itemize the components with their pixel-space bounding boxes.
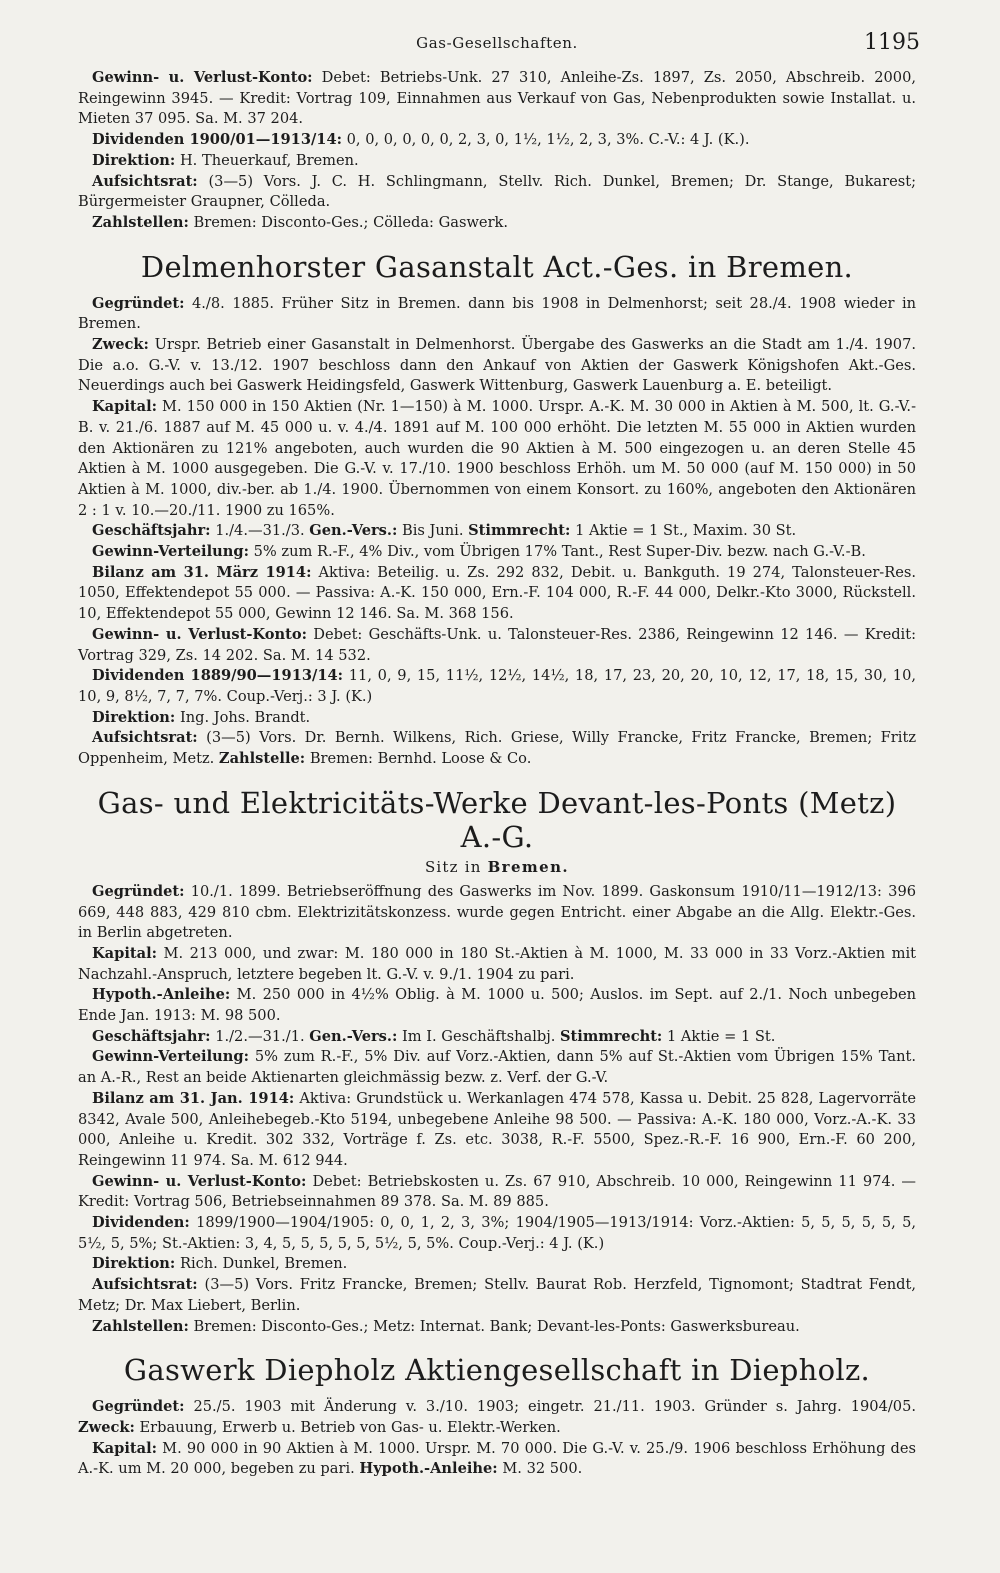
text: 11, 0, 9, 15, 11½, 12½, 14½, 18, 17, 23, 20, 20, 10, 12, 17, 18, 15, 30, 10, 10, 9, 8½, 7, 7, 7%. Coup.-Verj.: 3 J. (K.) bbox=[78, 667, 917, 705]
label: Gegründet: bbox=[92, 1398, 185, 1416]
paragraph-geschaeftsjahr bbox=[78, 1027, 916, 1048]
entry-continued bbox=[78, 68, 916, 234]
label: Dividenden: bbox=[92, 1214, 190, 1232]
label: Stimmrecht: bbox=[560, 1027, 663, 1045]
text: M. 250 000 in 4½% Oblig. à M. 1000 u. 500; Auslos. im Sept. auf 2./1. Noch unbegeben Ende Jan. 1913: M. 98 500. bbox=[78, 986, 916, 1025]
label: Direktion: bbox=[92, 708, 176, 726]
label: Geschäftsjahr: bbox=[92, 1027, 211, 1045]
paragraph-kapital bbox=[78, 397, 916, 521]
text: Ing. Johs. Brandt. bbox=[179, 708, 311, 726]
label: Bilanz am 31. Jan. 1914: bbox=[92, 1089, 295, 1107]
label: Zahlstelle: bbox=[218, 750, 306, 768]
page-number: 1195 bbox=[864, 30, 920, 55]
paragraph-gewinn-verteilung bbox=[78, 1047, 916, 1088]
text: Bremen: Bernhd. Loose & Co. bbox=[309, 750, 532, 768]
paragraph-dividenden bbox=[78, 666, 916, 707]
text: 4./8. 1885. Früher Sitz in Bremen. dann bis 1908 in Delmenhorst; seit 28./4. 1908 wieder in Bremen. bbox=[78, 294, 917, 333]
text: Urspr. Betrieb einer Gasanstalt in Delmenhorst. Übergabe des Gaswerks an die Stadt am 1./4. 1907. Die a.o. G.-V. v. 13./12. 1907 beschloss dann den Ankauf von Aktien der Gaswerk Königshofen Akt.-Ges. Neuerdings auch bei Gaswerk Heidingsfeld, Gaswerk Wittenburg, Gaswerk Lauenburg a. E. beteiligt. bbox=[78, 336, 916, 395]
company-title: Gas- und Elektricitäts-Werke Devant-les-Ponts (Metz) A.-G. bbox=[97, 785, 897, 854]
label: Aufsichtsrat: bbox=[92, 1276, 198, 1294]
text: Erbauung, Erwerb u. Betrieb von Gas- u. Elektr.-Werken. bbox=[139, 1418, 561, 1436]
paragraph-zahlstellen bbox=[78, 213, 916, 234]
text: 1899/1900—1904/1905: 0, 0, 1, 2, 3, 3%; 1904/1905—1913/1914: Vorz.-Aktien: 5, 5, 5, 5, 5, 5, 5½, 5, 5%; St.-Aktien: 3, 4, 5, 5, 5, 5, 5, 5½, 5, 5%. Coup.-Verj.: 4 J. (K.) bbox=[78, 1214, 917, 1252]
label: Bilanz am 31. März 1914: bbox=[92, 563, 312, 581]
paragraph-aufsichtsrat bbox=[78, 172, 916, 213]
paragraph-aufsichtsrat bbox=[78, 1275, 916, 1316]
label: Gewinn- u. Verlust-Konto: bbox=[92, 69, 313, 86]
label: Dividenden 1900/01—1913/14: bbox=[92, 131, 342, 149]
paragraph-gegruendet bbox=[78, 1397, 916, 1438]
label: Hypoth.-Anleihe: bbox=[92, 986, 231, 1004]
paragraph-bilanz bbox=[78, 563, 916, 625]
paragraph-kapital bbox=[78, 1439, 916, 1480]
paragraph-direktion bbox=[78, 151, 916, 172]
paragraph-gegruendet bbox=[78, 294, 916, 335]
paragraph-gewinn-verlust bbox=[78, 1172, 916, 1213]
label: Gegründet: bbox=[92, 294, 185, 312]
text: 1./4.—31./3. bbox=[215, 522, 305, 540]
label: Zweck: bbox=[78, 1418, 135, 1436]
text: Debet: Geschäfts-Unk. u. Talonsteuer-Res. 2386, Reingewinn 12 146. — Kredit: Vortrag 329, Zs. 14 202. Sa. M. 14 532. bbox=[78, 625, 916, 664]
label: Gewinn-Verteilung: bbox=[92, 1048, 249, 1066]
text: M. 213 000, und zwar: M. 180 000 in 180 St.-Aktien à M. 1000, M. 33 000 in 33 Vorz.-Aktien mit Nachzahl.-Anspruch, letztere begeben lt. G.-V. v. 9./1. 1904 zu pari. bbox=[78, 944, 917, 983]
page-header bbox=[78, 30, 920, 68]
text: M. 90 000 in 90 Aktien à M. 1000. Urspr. M. 70 000. Die G.-V. v. 25./9. 1906 beschloss Erhöhung des A.-K. um M. 20 000, begeben zu pari. bbox=[78, 1439, 917, 1478]
text: 1./2.—31./1. bbox=[215, 1027, 305, 1045]
text: Bremen: Disconto-Ges.; Metz: Internat. Bank; Devant-les-Ponts: Gaswerksbureau. bbox=[193, 1317, 800, 1335]
paragraph-gewinn-verlust bbox=[78, 68, 916, 130]
paragraph-direktion bbox=[78, 1254, 916, 1275]
paragraph-dividenden bbox=[78, 130, 916, 151]
label: Gewinn- u. Verlust-Konto: bbox=[92, 1172, 307, 1190]
text: 25./5. 1903 mit Änderung v. 3./10. 1903; eingetr. 21./11. 1903. Gründer s. Jahrg. 1904/05. bbox=[193, 1398, 917, 1416]
label: Kapital: bbox=[92, 1439, 158, 1457]
paragraph-zahlstellen bbox=[78, 1317, 916, 1338]
label: Gegründet: bbox=[92, 882, 185, 900]
seat-line bbox=[78, 858, 916, 876]
label: Zahlstellen: bbox=[92, 1317, 189, 1335]
text: Im I. Geschäftshalbj. bbox=[402, 1027, 556, 1045]
paragraph-aufsichtsrat bbox=[78, 728, 916, 769]
text: 5% zum R.-F., 5% Div. auf Vorz.-Aktien, dann 5% auf St.-Aktien vom Übrigen 15% Tant. an A.-R., Rest an beide Aktienarten gleichmässig bezw. z. Verf. der G.-V. bbox=[78, 1048, 916, 1087]
seat-city: Bremen. bbox=[487, 857, 570, 876]
label: Dividenden 1889/90—1913/14: bbox=[92, 667, 344, 685]
paragraph-kapital bbox=[78, 944, 916, 985]
label: Kapital: bbox=[92, 944, 158, 962]
label: Direktion: bbox=[92, 1255, 176, 1273]
paragraph-bilanz bbox=[78, 1089, 916, 1172]
text: Bremen: Disconto-Ges.; Cölleda: Gaswerk. bbox=[193, 213, 509, 231]
paragraph-gegruendet bbox=[78, 882, 916, 944]
text: Debet: Betriebskosten u. Zs. 67 910, Abschreib. 10 000, Reingewinn 11 974. — Kredit: Vortrag 506, Betriebseinnahmen 89 378. Sa. M. 89 885. bbox=[78, 1172, 916, 1211]
text: (3—5) Vors. Dr. Bernh. Wilkens, Rich. Griese, Willy Francke, Fritz Francke, Bremen; Fritz Oppenheim, Metz. bbox=[78, 729, 917, 768]
text: 10./1. 1899. Betriebseröffnung des Gaswerks im Nov. 1899. Gaskonsum 1910/11—1912/13: 396 669, 448 883, 429 810 cbm. Elektrizitätskonzess. wurde gegen Entricht. einer Abgabe an die Allg. Elektr.-Ges. in Berlin abgetreten. bbox=[78, 882, 917, 942]
paragraph-direktion bbox=[78, 708, 916, 729]
text: H. Theuerkauf, Bremen. bbox=[179, 151, 359, 169]
company-title: Gaswerk Diepholz Aktiengesellschaft in Diepholz. bbox=[123, 1353, 871, 1388]
label: Gewinn- u. Verlust-Konto: bbox=[92, 625, 307, 643]
company-title: Delmenhorster Gasanstalt Act.-Ges. in Bremen. bbox=[140, 249, 854, 284]
label: Aufsichtsrat: bbox=[92, 172, 198, 190]
label: Zahlstellen: bbox=[92, 213, 189, 231]
entry-delmenhorster bbox=[78, 250, 916, 770]
label: Geschäftsjahr: bbox=[92, 522, 211, 540]
label: Kapital: bbox=[92, 398, 158, 416]
text: 5% zum R.-F., 4% Div., vom Übrigen 17% Tant., Rest Super-Div. bezw. nach G.-V.-B. bbox=[253, 543, 866, 561]
text: (3—5) Vors. Fritz Francke, Bremen; Stellv. Baurat Rob. Herzfeld, Tignomont; Stadtrat Fendt, Metz; Dr. Max Liebert, Berlin. bbox=[78, 1276, 917, 1314]
text: Aktiva: Grundstück u. Werkanlagen 474 578, Kassa u. Debit. 25 828, Lagervorräte 8342, Avale 500, Anleihebegeb.-Kto 5194, unbegebene Anleihe 98 500. — Passiva: A.-K. 180 000, Vorz.-A.-K. 33 000, Anleihe u. Kredit. 302 332, Vorträge f. Zs. etc. 3038, R.-F. 5500, Spez.-R.-F. 16 900, Ern.-F. 60 200, Reingewinn 11 974. Sa. M. 612 944. bbox=[78, 1089, 916, 1169]
paragraph-gewinn-verlust bbox=[78, 625, 916, 666]
seat-prefix: Sitz in bbox=[424, 857, 482, 876]
text: M. 32 500. bbox=[502, 1460, 583, 1478]
label: Gen.-Vers.: bbox=[309, 522, 398, 540]
text: Debet: Betriebs-Unk. 27 310, Anleihe-Zs. 1897, Zs. 2050, Abschreib. 2000, Reingewinn 3945. — Kredit: Vortrag 109, Einnahmen aus Verkauf von Gas, Nebenprodukten sowie Installat. u. Mieten 37 095. Sa. M. 37 204. bbox=[78, 69, 916, 128]
text: (3—5) Vors. J. C. H. Schlingmann, Stellv. Rich. Dunkel, Bremen; Dr. Stange, Bukarest; Bürgermeister Graupner, Cölleda. bbox=[78, 172, 916, 211]
label: Zweck: bbox=[92, 336, 149, 354]
label: Stimmrecht: bbox=[468, 522, 571, 540]
paragraph-hypoth-anleihe bbox=[78, 985, 916, 1026]
label: Gen.-Vers.: bbox=[309, 1027, 398, 1045]
text: 0, 0, 0, 0, 0, 0, 2, 3, 0, 1½, 1½, 2, 3, 3%. C.-V.: 4 J. (K.). bbox=[346, 131, 750, 149]
entry-devant-les-ponts bbox=[78, 786, 916, 1337]
paragraph-geschaeftsjahr bbox=[78, 521, 916, 542]
text: Aktiva: Beteilig. u. Zs. 292 832, Debit. u. Bankguth. 19 274, Talonsteuer-Res. 1050, Effektendepot 55 000. — Passiva: A.-K. 150 000, Ern.-F. 104 000, R.-F. 44 000, Delkr.-Kto 3000, Rückstell. 10, Effektendepot 55 000, Gewinn 12 146. Sa. M. 368 156. bbox=[78, 563, 916, 623]
text: 1 Aktie = 1 St. bbox=[666, 1027, 776, 1045]
label: Gewinn-Verteilung: bbox=[92, 543, 249, 561]
text: M. 150 000 in 150 Aktien (Nr. 1—150) à M. 1000. Urspr. A.-K. M. 30 000 in Aktien à M. 500, lt. G.-V.-B. v. 21./6. 1887 auf M. 45 000 u. v. 4./4. 1891 auf M. 100 000 erhöht. Die letzten M. 55 000 in Aktien wurden den Aktionären zu 121% angeboten, auch wurden die 90 Aktien à M. 500 eingezogen u. an deren Stelle 45 Aktien à M. 1000 ausgegeben. Die G.-V. v. 17./10. 1900 beschloss Erhöh. um M. 50 000 (auf M. 150 000) in 50 Aktien à M. 1000, div.-ber. ab 1./4. 1900. Übernommen von einem Konsort. zu 160%, angeboten den Aktionären 2 : 1 v. 10.—20./11. 1900 zu 165%. bbox=[78, 398, 917, 519]
entry-diepholz bbox=[78, 1353, 916, 1480]
text: Bis Juni. bbox=[402, 522, 464, 540]
running-title: Gas-Gesellschaften. bbox=[416, 34, 578, 52]
label: Aufsichtsrat: bbox=[92, 729, 198, 747]
paragraph-dividenden bbox=[78, 1213, 916, 1254]
label: Hypoth.-Anleihe: bbox=[359, 1460, 498, 1478]
paragraph-zweck bbox=[78, 335, 916, 397]
paragraph-gewinn-verteilung bbox=[78, 542, 916, 563]
label: Direktion: bbox=[92, 151, 176, 169]
text: 1 Aktie = 1 St., Maxim. 30 St. bbox=[575, 522, 797, 540]
text: Rich. Dunkel, Bremen. bbox=[179, 1255, 348, 1273]
